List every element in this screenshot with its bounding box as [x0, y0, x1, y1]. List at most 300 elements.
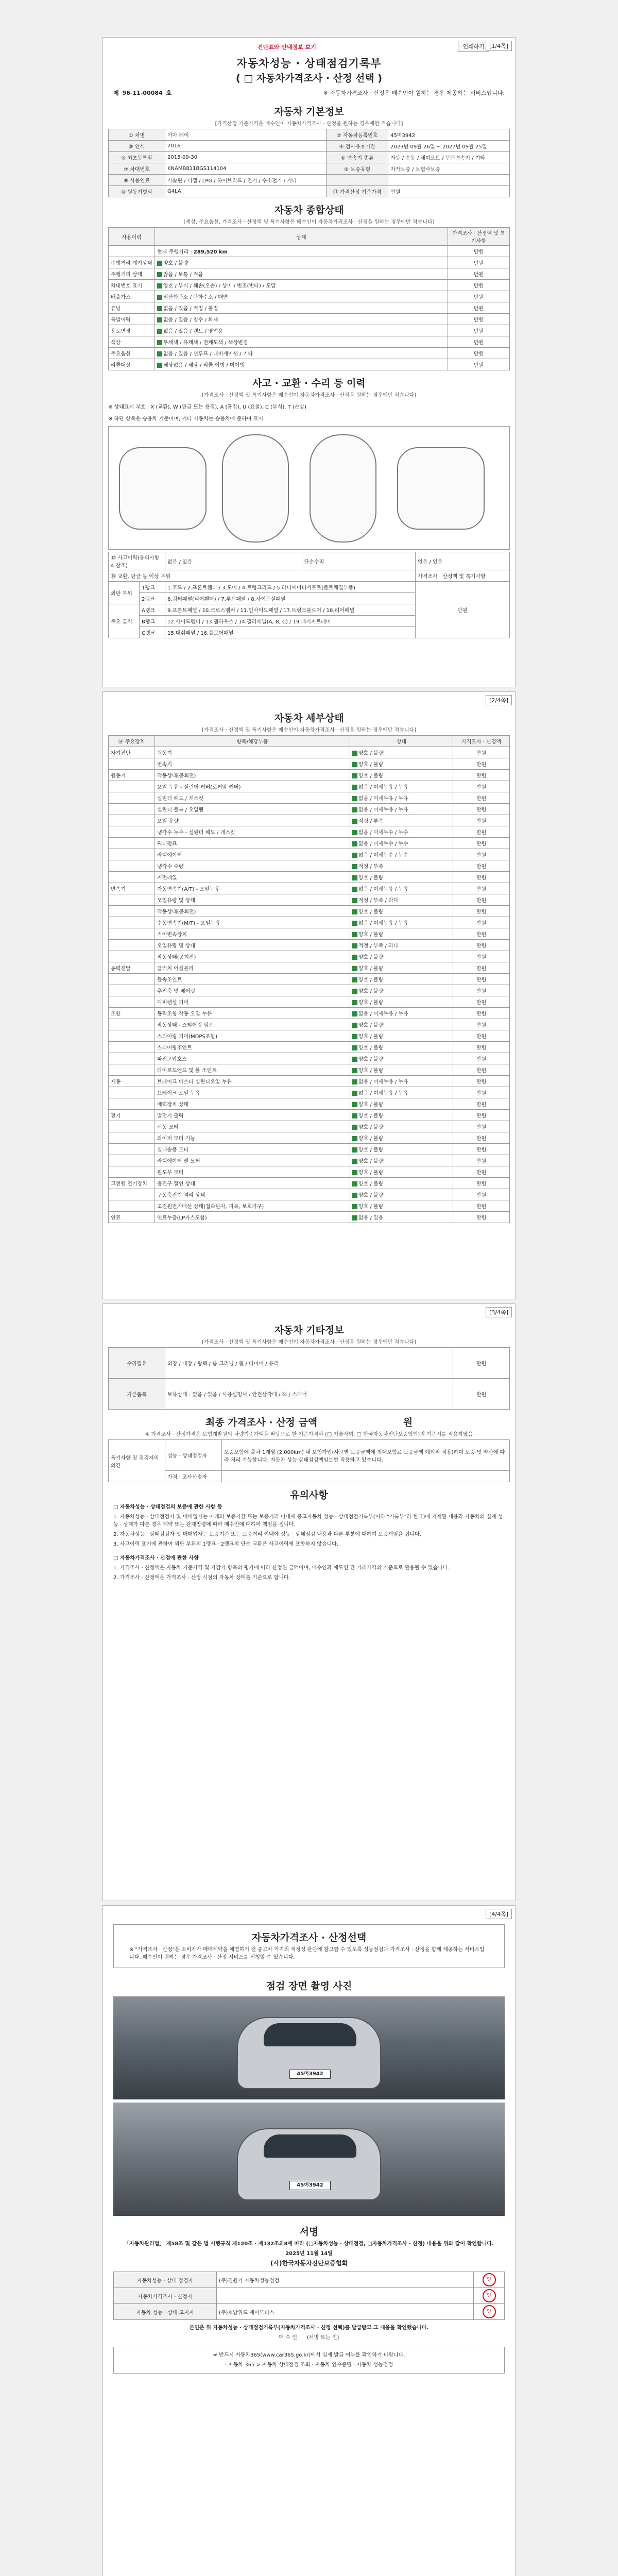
detail-state: [350, 1200, 453, 1212]
detail-price: 만원: [453, 1132, 510, 1144]
odometer-price: 만원: [448, 246, 510, 257]
sign-row: [114, 2304, 505, 2320]
check-icon: [352, 773, 357, 778]
sign-value: (주)진원카 자동차성능점검: [217, 2272, 474, 2288]
detail-row: [109, 1155, 510, 1166]
detail-state-text: 양호 / 불량: [358, 1136, 384, 1142]
basic-key: ④ 검사유효기간: [327, 141, 388, 152]
detail-state-text: 양호 / 불량: [358, 751, 384, 756]
detail-row: [109, 1110, 510, 1121]
detail-note: [가격조사 · 산정액 및 특기사항은 매수인이 자동차가격조사 · 산정을 원하는 경우에만 적습니다]: [201, 727, 417, 733]
summary-row: [109, 268, 510, 280]
check-icon: [352, 887, 357, 892]
license-plate: 45머3942: [289, 2181, 331, 2190]
opinion-sub: 성능 · 상태점검자: [165, 1440, 222, 1471]
basic-note: [가격산정 기준가격은 매수인이 자동차가격조사 · 산정을 원하는 경우에만 적습니다]: [215, 121, 403, 127]
check-icon: [157, 283, 162, 289]
detail-item: 실린더 블록 / 오일팬: [155, 804, 350, 815]
summary-table: [108, 227, 510, 370]
detail-price: 만원: [453, 1098, 510, 1110]
summary-row: [109, 325, 510, 336]
detail-price: 만원: [453, 792, 510, 804]
caution-head-2: □ 자동차가격조사 · 산정에 관한 사항: [113, 1555, 199, 1561]
detail-item: 디퍼렌셜 기어: [155, 996, 350, 1008]
summary-item: 용도변경: [109, 325, 155, 336]
summary-state: [155, 257, 448, 268]
check-icon: [352, 1125, 357, 1130]
summary-price: 만원: [448, 280, 510, 291]
detail-row: [109, 917, 510, 928]
car-left-view-icon: [119, 447, 207, 530]
summary-title: 자동차 종합상태: [274, 205, 344, 216]
sign-stamp-cell: [474, 2288, 505, 2304]
basic-row: [109, 129, 510, 141]
detail-row: [109, 1008, 510, 1019]
detail-price: 만원: [453, 758, 510, 770]
check-icon: [352, 1068, 357, 1073]
print-button[interactable]: 인쇄하기: [458, 41, 489, 52]
detail-item: 변속기: [155, 758, 350, 770]
detail-group: [109, 1144, 155, 1155]
detail-item: 수동변속기(M/T) - 오일누유: [155, 917, 350, 928]
check-icon: [352, 785, 357, 790]
detail-group: [109, 1064, 155, 1076]
check-icon: [352, 830, 357, 835]
detail-price: 만원: [453, 985, 510, 996]
basic-key: ⑤ 최초등록일: [109, 152, 165, 163]
check-icon: [352, 1045, 357, 1050]
caution-item: 3. 사고이력 표기에 관하여 외판 부위의 1랭크 · 2랭크의 단순 교환은 사고이력에 포함하지 않습니다.: [113, 1541, 339, 1547]
detail-item: 등속조인트: [155, 974, 350, 985]
detail-row: [109, 894, 510, 906]
detail-price: 만원: [453, 1121, 510, 1132]
rankA-label: A랭크: [140, 604, 165, 616]
basic-key: ⑥ 변속기 종류: [327, 152, 388, 163]
check-icon: [352, 1113, 357, 1118]
price-opinion: [222, 1471, 510, 1482]
detail-group: 자기진단: [109, 747, 155, 758]
detail-group: [109, 804, 155, 815]
detail-item: 실린더 헤드 / 개스킷: [155, 792, 350, 804]
check-icon: [352, 751, 357, 756]
detail-price: 만원: [453, 826, 510, 838]
detail-state-text: 양호 / 불량: [358, 1102, 384, 1108]
guide-link[interactable]: 진단표와 안내정보 보기: [258, 44, 316, 50]
detail-price: 만원: [453, 849, 510, 860]
detail-state-text: 없음 / 미세누유 / 누유: [358, 1079, 408, 1085]
detail-row: [109, 781, 510, 792]
check-icon: [157, 329, 162, 334]
check-icon: [352, 1079, 357, 1084]
detail-row: [109, 1019, 510, 1030]
detail-group: [109, 894, 155, 906]
detail-state-text: 양호 / 불량: [358, 1170, 384, 1176]
detail-item: 스티어링 기어(MDPS포함): [155, 1030, 350, 1042]
license-plate: 45머3942: [289, 2070, 331, 2079]
summary-odometer: 현재 주행거리 : 289,520 km: [155, 246, 448, 257]
caution-title: 유의사항: [290, 1489, 328, 1501]
detail-group: 조향: [109, 1008, 155, 1019]
check-icon: [352, 1000, 357, 1005]
detail-price: 만원: [453, 1155, 510, 1166]
check-icon: [352, 989, 357, 994]
accident-history-label: ⑫ 사고이력(유의사항 4 참조): [109, 552, 165, 570]
other-items: 보유상태 : 없음 / 있음 / 사용설명서 / 안전삼각대 / 잭 / 스패너: [165, 1379, 453, 1410]
detail-state: [350, 1132, 453, 1144]
summary-col-item: 사용이력: [109, 228, 155, 246]
detail-state: [350, 747, 453, 758]
summary-state: [155, 280, 448, 291]
summary-row: [109, 348, 510, 359]
detail-group: [109, 951, 155, 962]
detail-state-text: 없음 / 미세누수 / 누수: [358, 830, 408, 836]
detail-state: [350, 962, 453, 974]
rank2-items: 6.쿼터패널(리어휀더) / 7.루프패널 / 8.사이드실패널: [165, 593, 416, 604]
accident-history-state: 없음 / 있음: [165, 552, 302, 570]
basic-value: [388, 175, 510, 186]
detail-group: 전기: [109, 1110, 155, 1121]
detail-row: [109, 1087, 510, 1098]
sign-date: 2025년 11월 14일: [285, 2251, 333, 2257]
detail-state-text: 양호 / 불량: [358, 932, 384, 938]
basic-value: 45머3942: [388, 129, 510, 141]
check-icon: [352, 1204, 357, 1209]
detail-table: [108, 735, 510, 1223]
summary-state: [155, 359, 448, 370]
check-icon: [352, 819, 357, 824]
receiver-sign: (서명 또는 인): [306, 2335, 339, 2341]
frame-price: 만원: [415, 582, 509, 638]
check-icon: [352, 875, 357, 880]
detail-price: 만원: [453, 1019, 510, 1030]
detail-price: 만원: [453, 1042, 510, 1053]
receipt-text: 본인은 위 자동차성능 · 상태점검기록부(자동차가격조사 · 산정 선택)를 발급받고 그 내용을 확인했습니다.: [189, 2325, 429, 2331]
check-icon: [157, 272, 162, 277]
detail-price: 만원: [453, 770, 510, 781]
detail-row: [109, 1166, 510, 1178]
check-icon: [157, 317, 162, 323]
detail-state-text: 양호 / 불량: [358, 875, 384, 881]
accident-note: [가격조사 · 산정액 및 특기사항은 매수인이 자동차가격조사 · 산정을 원하는 경우에만 적습니다]: [201, 393, 417, 398]
detail-state: [350, 860, 453, 872]
summary-price: 만원: [448, 302, 510, 314]
page-number: [4/4쪽]: [486, 1909, 512, 1919]
detail-state-text: 양호 / 불량: [358, 909, 384, 915]
detail-state: [350, 1155, 453, 1166]
detail-state: [350, 883, 453, 894]
detail-group: [109, 1166, 155, 1178]
detail-item: 타이로드엔드 및 볼 조인트: [155, 1064, 350, 1076]
detail-state-text: 양호 / 불량: [358, 966, 384, 972]
basic-value: 기아 레이: [165, 129, 327, 141]
simple-repair-state: 없음 / 있음: [415, 552, 509, 570]
caution-list-1: [103, 1512, 515, 1549]
detail-state: [350, 928, 453, 940]
detail-item: 작동상태(공회전): [155, 906, 350, 917]
detail-state-text: 양호 / 불량: [358, 977, 384, 983]
detail-price: 만원: [453, 1076, 510, 1087]
detail-price: 만원: [453, 951, 510, 962]
detail-state-text: 양호 / 불량: [358, 1034, 384, 1040]
detail-state: [350, 985, 453, 996]
check-icon: [352, 966, 357, 971]
caution-item: 2. 자동차성능 · 상태점검자 및 매매업자는 보증기간 또는 보증거리 이내에 성능 · 상태점검 내용과 다른 부분에 대하여 보증책임을 집니다.: [113, 1532, 421, 1537]
detail-row: [109, 1132, 510, 1144]
detail-group: [109, 1030, 155, 1042]
detail-price: 만원: [453, 838, 510, 849]
final-title: [103, 1410, 515, 1430]
detail-group: [109, 1019, 155, 1030]
detail-group: [109, 781, 155, 792]
detail-row: [109, 849, 510, 860]
detail-price: 만원: [453, 1110, 510, 1121]
detail-row: [109, 860, 510, 872]
basic-row: [109, 186, 510, 197]
detail-group: [109, 1087, 155, 1098]
summary-price: 만원: [448, 348, 510, 359]
doc-number-prefix: 제: [113, 90, 119, 96]
summary-price: 만원: [448, 257, 510, 268]
detail-state: [350, 815, 453, 826]
detail-state-text: 적정 / 부족: [358, 819, 384, 824]
rankB-label: B랭크: [140, 616, 165, 627]
footer-box: [113, 2347, 505, 2374]
detail-price: 만원: [453, 1200, 510, 1212]
check-icon: [352, 1193, 357, 1198]
car-diagram: [108, 426, 510, 550]
summary-price: 만원: [448, 291, 510, 302]
detail-group: [109, 838, 155, 849]
detail-row: [109, 883, 510, 894]
summary-state-text: 일산화탄소 / 탄화수소 / 매연: [163, 295, 228, 300]
basic-value: G4LA: [165, 186, 327, 197]
price-select-title: 자동차가격조사 · 산정선택: [251, 1932, 367, 1943]
stamp-icon: 인: [483, 2273, 496, 2286]
check-icon: [352, 898, 357, 903]
basic-key: ① 차명: [109, 129, 165, 141]
detail-state-text: 양호 / 불량: [358, 1068, 384, 1074]
detail-group: [109, 1121, 155, 1132]
sign-text: 「자동차관리법」 제58조 및 같은 법 시행규칙 제120조 · 제132조의8에 따라 (□자동차성능 · 상태점검, □자동차가격조사 · 산정) 내용을 위와 같이 확인합니다.: [124, 2241, 494, 2247]
basic-row: [109, 152, 510, 163]
basic-key: ⑦ 차대번호: [109, 163, 165, 175]
summary-state-text: 없음 / 있음 / 선루프 / 내비게이션 / 기타: [163, 351, 253, 357]
detail-state: [350, 1076, 453, 1087]
check-icon: [352, 932, 357, 937]
detail-group: [109, 792, 155, 804]
summary-row: [109, 336, 510, 348]
other-table: [108, 1347, 510, 1410]
detail-row: [109, 838, 510, 849]
other-key: 수리필요: [109, 1348, 165, 1379]
check-icon: [352, 1011, 357, 1016]
detail-item: 발전기 출력: [155, 1110, 350, 1121]
check-icon: [352, 1215, 357, 1221]
detail-item: 냉각수 누수 - 실린더 헤드 / 개스킷: [155, 826, 350, 838]
sign-key: 자동차성능 · 상태 점검자: [114, 2272, 217, 2288]
detail-group: [109, 917, 155, 928]
detail-item: 라디에이터 팬 모터: [155, 1155, 350, 1166]
detail-group: [109, 985, 155, 996]
detail-state-text: 양호 / 불량: [358, 762, 384, 768]
detail-state: [350, 826, 453, 838]
rank1-items: 1.후드 / 2.프론트휀더 / 3.도어 / 4.트렁크리드 / 5.라디에이터서포트(볼트체결부품): [165, 582, 416, 593]
final-title-text: 최종 가격조사 · 산정 금액: [205, 1417, 318, 1428]
detail-row: [109, 1200, 510, 1212]
summary-price: 만원: [448, 268, 510, 280]
check-icon: [352, 1181, 357, 1187]
summary-item: 차대번호 표기: [109, 280, 155, 291]
detail-col-state: 상태: [350, 736, 453, 747]
detail-row: [109, 962, 510, 974]
final-unit: 원: [403, 1417, 413, 1428]
detail-item: 자동변속기(A/T) - 오일누유: [155, 883, 350, 894]
detail-state: [350, 906, 453, 917]
detail-price: 만원: [453, 906, 510, 917]
sign-value: (주)호남위드 제이모터스: [217, 2304, 474, 2320]
detail-state-text: 양호 / 불량: [358, 1057, 384, 1062]
doc-subtitle: ( □ 자동차가격조사 · 산정 선택 ): [235, 73, 383, 84]
sign-table: [113, 2272, 505, 2320]
summary-row: [109, 257, 510, 268]
footer-line-2: · 자동차 365 > 자동차 상태점검 조회 · 자동차 인수증명 · 자동차 성능점검: [225, 2362, 393, 2368]
basic-key: ③ 연식: [109, 141, 165, 152]
sign-stamp-cell: [474, 2304, 505, 2320]
detail-row: [109, 872, 510, 883]
detail-group: 제동: [109, 1076, 155, 1087]
detail-state: [350, 894, 453, 906]
detail-row: [109, 1064, 510, 1076]
detail-price: 만원: [453, 894, 510, 906]
summary-state: [155, 336, 448, 348]
summary-state-text: 없음 / 있음 / 렌트 / 영업용: [163, 329, 224, 334]
detail-state: [350, 1166, 453, 1178]
car-photo-icon: [237, 2128, 381, 2200]
inspection-photo-1: [113, 1996, 505, 2099]
summary-price: 만원: [448, 359, 510, 370]
summary-item: 특별이력: [109, 314, 155, 325]
receiver-label: 매 수 인: [279, 2335, 297, 2341]
detail-item: 작동상태 - 스티어링 펌프: [155, 1019, 350, 1030]
detail-group: 원동기: [109, 770, 155, 781]
detail-state-text: 양호 / 불량: [358, 1147, 384, 1153]
detail-item: 커먼레일: [155, 872, 350, 883]
detail-row: [109, 985, 510, 996]
detail-row: [109, 1212, 510, 1223]
basic-value: 가솔린 / 디젤 / LPG / 하이브리드 / 전기 / 수소전기 / 기타: [165, 175, 327, 186]
other-key: 기본품목: [109, 1379, 165, 1410]
detail-state-text: 양호 / 불량: [358, 1125, 384, 1130]
detail-group: [109, 1098, 155, 1110]
detail-group: [109, 1155, 155, 1166]
opinion-text: 보증보험에 출차 1개월 (2,000km) 내 보험가입(사고별 보증금액에 최대보험료 보증금액 예외적 적용)하며 보증 및 약관에 따라 처리 가능합니다. 자동차 성능·상태점검책임보험 적용하고 있습니다.: [222, 1440, 510, 1471]
detail-state-text: 없음 / 미세누수 / 누수: [358, 841, 408, 847]
detail-state-text: 양호 / 불량: [358, 955, 384, 960]
detail-price: 만원: [453, 1008, 510, 1019]
detail-state: [350, 770, 453, 781]
check-icon: [352, 909, 357, 914]
detail-group: [109, 1200, 155, 1212]
summary-item: 색상: [109, 336, 155, 348]
check-icon: [352, 841, 357, 846]
detail-state: [350, 872, 453, 883]
check-icon: [352, 1057, 357, 1062]
detail-state-text: 양호 / 불량: [358, 1193, 384, 1198]
detail-group: [109, 758, 155, 770]
detail-item: 오일 누유 - 실린더 커버(로커암 커버): [155, 781, 350, 792]
detail-row: [109, 1144, 510, 1155]
detail-group: 동력전달: [109, 962, 155, 974]
detail-state: [350, 1053, 453, 1064]
check-icon: [352, 1147, 357, 1153]
detail-state-text: 양호 / 불량: [358, 1204, 384, 1210]
summary-note: [색상, 주요옵션, 가격조사 · 산정액 및 특기사항은 매수인이 자동차가격조사 · 산정을 원하는 경우에만 적습니다]: [183, 219, 435, 225]
detail-state-text: 없음 / 미세누유 / 누유: [358, 796, 408, 802]
detail-price: 만원: [453, 974, 510, 985]
detail-state: [350, 838, 453, 849]
summary-state-text: 해당없음 / 해당 / 리콜 이행 / 미이행: [163, 363, 245, 368]
check-icon: [352, 864, 357, 869]
detail-item: 추진축 및 베어링: [155, 985, 350, 996]
check-icon: [352, 1136, 357, 1141]
photo-title: 점검 장면 촬영 사진: [266, 1980, 352, 1992]
detail-item: 오일유량 및 상태: [155, 894, 350, 906]
detail-state-text: 적정 / 부족 / 과다: [358, 898, 399, 904]
summary-state-text: 무채색 / 유채색 / 전체도색 / 색상변경: [163, 340, 248, 346]
detail-state-text: 없음 / 미세누유 / 누유: [358, 785, 408, 790]
detail-price: 만원: [453, 1030, 510, 1042]
basic-value: 2015-09-30: [165, 152, 327, 163]
detail-item: 오일 유량: [155, 815, 350, 826]
detail-row: [109, 1076, 510, 1087]
other-note: [가격조사 · 산정액 및 특기사항은 매수인이 자동차가격조사 · 산정을 원하는 경우에만 적습니다]: [201, 1340, 417, 1345]
summary-col-price: 가격조사 · 산정액 및 특기사항: [448, 228, 510, 246]
detail-state: [350, 940, 453, 951]
detail-title: 자동차 세부상태: [274, 713, 344, 724]
accident-legend-1: ※ 상태표시 부호 : X (교환), W (판금 또는 용접), A (흠집), U (요철), C (부식), T (손상): [108, 404, 307, 410]
summary-state-text: 없음 / 있음 / 침수 / 화재: [163, 317, 218, 323]
detail-state-text: 양호 / 불량: [358, 1023, 384, 1028]
detail-price: 만원: [453, 781, 510, 792]
detail-price: 만원: [453, 804, 510, 815]
rankB-items: 12.사이드멤버 / 13.휠하우스 / 14.필러패널(A, B, C) / 19.패키지트레이: [165, 616, 416, 627]
other-price: 만원: [453, 1348, 510, 1379]
price-select-box: [113, 1924, 505, 1968]
doc-number-value: 96-11-00084: [122, 90, 163, 96]
check-icon: [157, 306, 162, 311]
summary-price: 만원: [448, 336, 510, 348]
detail-price: 만원: [453, 1212, 510, 1223]
detail-item: 원동기: [155, 747, 350, 758]
detail-item: 냉각수 수량: [155, 860, 350, 872]
detail-group: [109, 826, 155, 838]
detail-state-text: 적정 / 부족: [358, 864, 384, 870]
summary-row: [109, 314, 510, 325]
summary-price: 만원: [448, 325, 510, 336]
detail-group: [109, 849, 155, 860]
frame-label: ⑬ 교환, 판금 등 이상 부위: [109, 570, 416, 582]
detail-state: [350, 1064, 453, 1076]
page-number: [2/4쪽]: [486, 695, 512, 705]
check-icon: [352, 807, 357, 812]
summary-state: [155, 325, 448, 336]
sign-key: 자동차 성능 · 상태 고지자: [114, 2304, 217, 2320]
detail-price: 만원: [453, 1178, 510, 1189]
detail-price: 만원: [453, 815, 510, 826]
page-3: [102, 1303, 516, 1901]
detail-row: [109, 770, 510, 781]
summary-price: 만원: [448, 314, 510, 325]
